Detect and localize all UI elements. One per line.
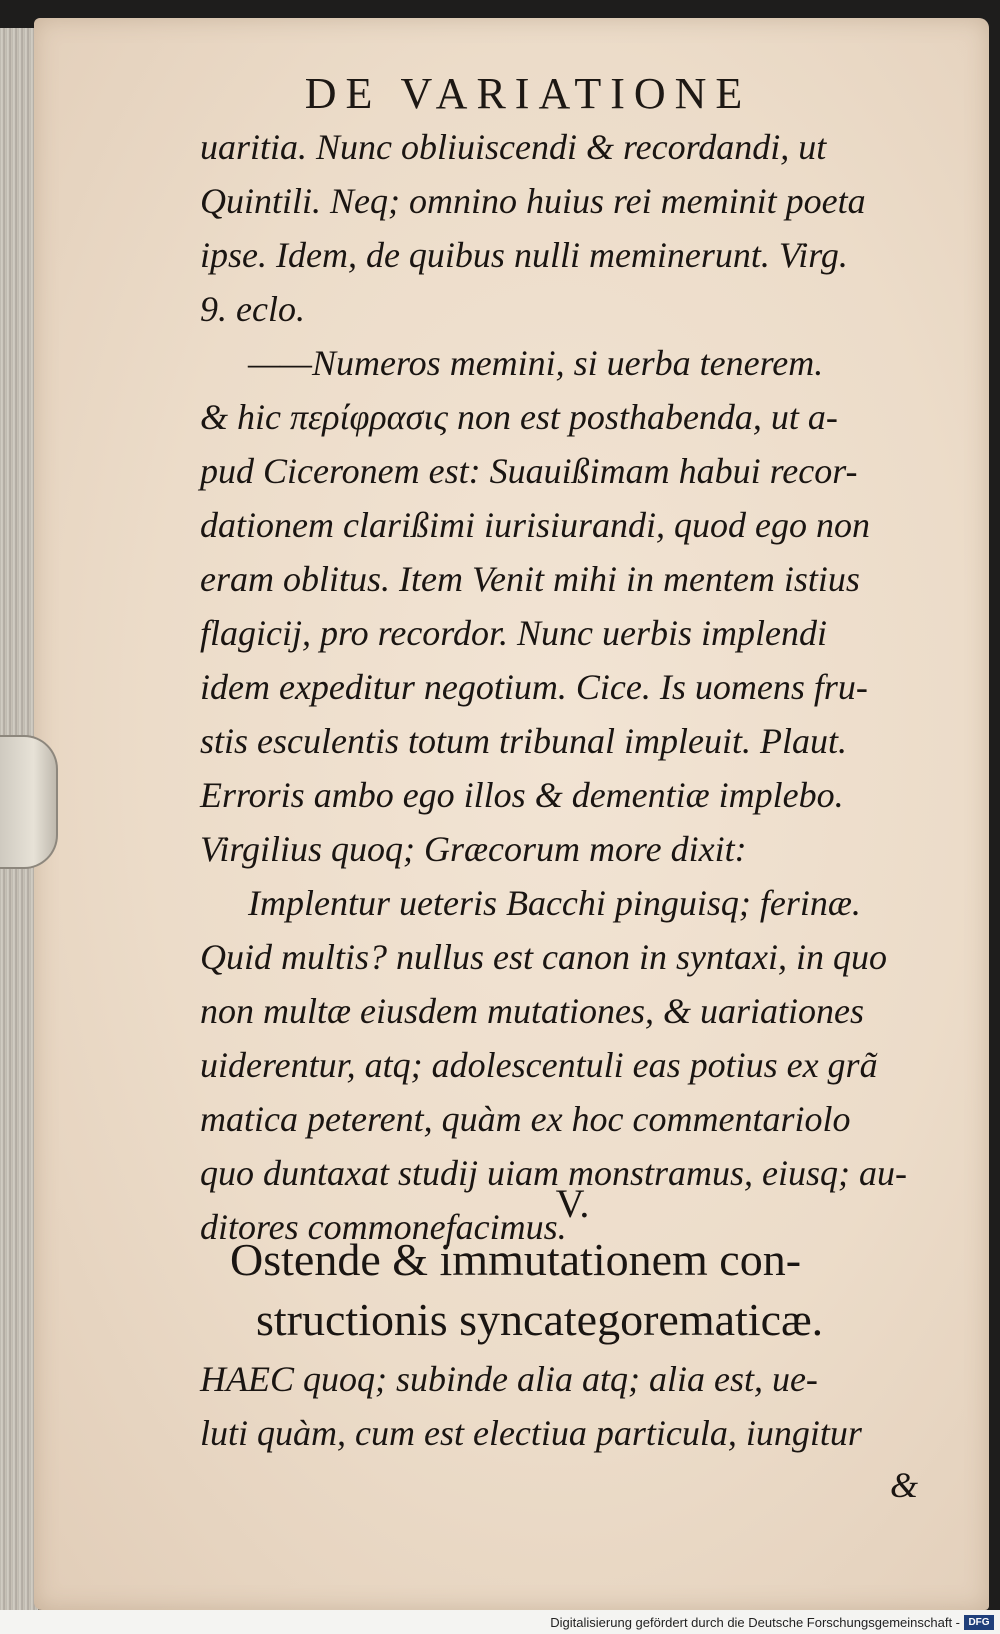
text-line: 9. eclo.	[200, 289, 305, 329]
running-head: DE VARIATIONE	[304, 69, 752, 118]
text-line: pud Ciceronem est: Suauißimam habui recor-	[200, 451, 858, 491]
tail-text	[200, 1352, 945, 1460]
text-line: luti quàm, cum est electiua particula, iungitur	[200, 1413, 862, 1453]
text-line: flagicij, pro recordor. Nunc uerbis implendi	[200, 613, 827, 653]
text-line: stis esculentis totum tribunal impleuit. Plaut.	[200, 721, 847, 761]
text-line: non multæ eiusdem mutationes, & uariationes	[200, 991, 864, 1031]
text-line: idem expeditur negotium. Cice. Is uomens fru-	[200, 667, 868, 707]
text-line: Implentur ueteris Bacchi pinguisq; ferinæ.	[248, 883, 861, 923]
text-line: ditores commonefacimus.	[200, 1207, 567, 1247]
heading-line: structionis syncategorematicæ.	[256, 1294, 824, 1345]
text-line: uaritia. Nunc obliuiscendi & recordandi, ut	[200, 127, 827, 167]
section-number: V.	[555, 1181, 590, 1226]
text-body	[200, 120, 945, 1254]
book-clasp	[0, 735, 58, 869]
text-line: & hic περίφρασις non est posthabenda, ut a-	[200, 397, 838, 437]
footer-bar	[0, 1610, 1000, 1634]
text-line: eram oblitus. Item Venit mihi in mentem istius	[200, 559, 860, 599]
text-line: dationem clarißimi iurisiurandi, quod ego non	[200, 505, 870, 545]
text-line: matica peterent, quàm ex hoc commentariolo	[200, 1099, 851, 1139]
footer-credit: Digitalisierung gefördert durch die Deutsche Forschungsgemeinschaft -	[550, 1615, 960, 1630]
text-line: Virgilius quoq; Græcorum more dixit:	[200, 829, 747, 869]
text-line: Quintili. Neq; omnino huius rei meminit poeta	[200, 181, 866, 221]
section-heading	[230, 1230, 950, 1350]
text-line: uiderentur, atq; adolescentuli eas potius ex grã	[200, 1045, 878, 1085]
dfg-logo: DFG	[964, 1615, 994, 1630]
text-line: Erroris ambo ego illos & dementiæ implebo.	[200, 775, 844, 815]
text-line: Quid multis? nullus est canon in syntaxi, in quo	[200, 937, 887, 977]
heading-line: Ostende & immutationem con-	[230, 1234, 802, 1285]
text-line: ipse. Idem, de quibus nulli meminerunt. Virg.	[200, 235, 848, 275]
text-line: quo duntaxat studij uiam monstramus, eiusq; au-	[200, 1153, 907, 1193]
catchword: &	[890, 1465, 919, 1505]
text-line: ——Numeros memini, si uerba tenerem.	[248, 343, 824, 383]
text-line: HAEC quoq; subinde alia atq; alia est, ue-	[200, 1359, 818, 1399]
